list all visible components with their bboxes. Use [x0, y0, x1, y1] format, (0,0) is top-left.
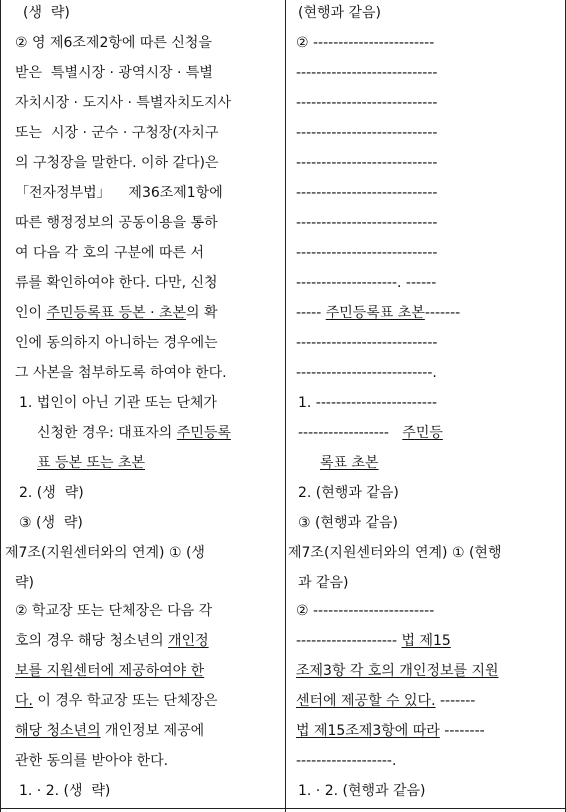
text-line [296, 662, 499, 682]
underlined-text: 주민등록표 초본 [325, 305, 425, 321]
text-segment: 관한 동의를 받아야 한다. [15, 753, 169, 769]
text-segment: ---------------------------- [296, 335, 438, 351]
text-line [19, 394, 217, 414]
text-line [296, 632, 451, 652]
text-segment: 제7조(지원센터와의 연계) ① (현행 [288, 545, 502, 561]
text-line [298, 514, 398, 534]
text-segment: 략) [15, 575, 34, 591]
text-line [296, 184, 437, 204]
text-line [15, 34, 212, 54]
text-line [15, 692, 218, 712]
text-segment: 따른 행정정보의 공동이용을 통하 [15, 215, 218, 231]
underlined-text: 표 등본 또는 초본 [37, 455, 146, 471]
text-line [296, 274, 436, 294]
text-line [296, 244, 437, 264]
text-line [296, 692, 475, 712]
text-line [296, 752, 396, 772]
text-segment: 1. · 2. (생 략) [19, 783, 111, 799]
text-segment: 호의 경우 해당 청소년의 [15, 633, 169, 649]
text-segment: 인이 [15, 305, 47, 321]
text-segment: -------- [439, 723, 485, 739]
text-segment: 받은 특별시장 · 광역시장 · 특별 [15, 65, 213, 81]
underlined-text: 개인정 [168, 633, 209, 649]
text-segment: ---------------------------. [296, 365, 437, 381]
text-line [15, 722, 204, 742]
text-segment: ---------------------------- [296, 155, 438, 171]
text-segment: --------------------. ------ [296, 275, 437, 291]
text-line [19, 484, 84, 504]
text-line [5, 544, 205, 564]
text-segment: ---------------------------- [296, 185, 438, 201]
text-line [15, 662, 204, 682]
text-segment: (현행과 같음) [298, 5, 381, 21]
text-segment: 그 사본을 첨부하도록 하여야 한다. [15, 365, 227, 381]
text-segment: -------------------. [296, 753, 397, 769]
underlined-text: 조제3항 각 호의 개인정보를 지원 [296, 663, 499, 679]
text-line [15, 64, 213, 84]
text-segment: 1. · 2. (현행과 같음) [298, 783, 426, 799]
text-line [296, 602, 434, 622]
underlined-text: 주민등록 [176, 425, 231, 441]
table-bottom-border [0, 808, 566, 809]
text-line [288, 544, 501, 564]
text-line [15, 94, 231, 114]
text-segment: (생 략) [23, 5, 70, 21]
text-line [15, 364, 227, 384]
underlined-text: 해당 청소년의 [15, 723, 101, 739]
text-line [320, 454, 379, 474]
text-line [296, 304, 460, 324]
text-segment: ② 영 제6조제2항에 따른 신청을 [15, 35, 212, 51]
text-segment: ---------------------------- [296, 95, 438, 111]
text-line [15, 184, 223, 204]
text-segment: ② ------------------------ [296, 603, 435, 619]
text-segment: -------------------- [296, 633, 402, 649]
text-line [15, 304, 218, 324]
underlined-text: 법 제15조제3항에 따라 [296, 723, 440, 739]
text-segment: 신청한 경우: 대표자의 [37, 425, 177, 441]
underlined-text: 다. [15, 693, 33, 709]
text-segment: 여 다음 각 호의 구분에 따른 서 [15, 245, 204, 261]
text-line [296, 154, 437, 174]
text-segment: 「전자정부법」 제36조제1항에 [15, 185, 223, 201]
text-line [296, 64, 437, 84]
text-line [298, 424, 443, 444]
text-line [15, 124, 218, 144]
text-line [296, 94, 437, 114]
text-line [15, 334, 218, 354]
text-segment: ---------------------------- [296, 215, 438, 231]
text-segment: ------- [424, 305, 461, 321]
text-segment: 이 경우 학교장 또는 단체장은 [32, 693, 218, 709]
text-line [296, 334, 437, 354]
text-line [15, 574, 34, 594]
underlined-text: 센터에 제공할 수 있다. [296, 693, 436, 709]
text-line [37, 424, 231, 444]
underlined-text: 법 제15 [401, 633, 451, 649]
text-line [296, 214, 437, 234]
text-line [296, 34, 434, 54]
text-line [15, 214, 218, 234]
text-line [15, 244, 204, 264]
text-segment: 인에 동의하지 아니하는 경우에는 [15, 335, 218, 351]
amended-law-column [286, 0, 566, 812]
text-line [296, 124, 437, 144]
text-line [298, 4, 381, 24]
text-segment: ------- [435, 693, 476, 709]
text-line [15, 154, 219, 174]
text-segment: ---------------------------- [296, 125, 438, 141]
text-line [298, 574, 348, 594]
text-segment: 제7조(지원센터와의 연계) ① (생 [5, 545, 205, 561]
text-segment: 2. (생 략) [19, 485, 84, 501]
text-segment: ② ------------------------ [296, 35, 435, 51]
text-segment: ---------------------------- [296, 65, 438, 81]
text-line [296, 722, 485, 742]
text-segment: 1. 법인이 아닌 기관 또는 단체가 [19, 395, 217, 411]
text-segment: ------------------ [298, 425, 403, 441]
text-segment: 의 확 [186, 305, 218, 321]
underlined-text: 주민등록표 등본 · 초본 [46, 305, 187, 321]
text-segment: ----- [296, 305, 326, 321]
text-segment: 류를 확인하여야 한다. 다만, 신청 [15, 275, 218, 291]
text-line [37, 454, 145, 474]
text-line [298, 484, 399, 504]
text-segment: 2. (현행과 같음) [298, 485, 399, 501]
text-segment: ② 학교장 또는 단체장은 다음 각 [15, 603, 213, 619]
text-line [298, 394, 437, 414]
text-line [15, 602, 212, 622]
text-line [296, 364, 437, 384]
text-segment: ③ (생 략) [19, 515, 83, 531]
text-line [19, 782, 110, 802]
text-segment: 자치시장 · 도지사 · 특별자치도지사 [15, 95, 232, 111]
text-segment: 1. ------------------------ [298, 395, 438, 411]
text-line [15, 274, 218, 294]
text-segment: 또는 시장 · 군수 · 구청장(자치구 [15, 125, 219, 141]
underlined-text: 록표 초본 [320, 455, 379, 471]
text-segment: ③ (현행과 같음) [298, 515, 398, 531]
text-line [15, 752, 168, 772]
text-line [298, 782, 426, 802]
text-line [15, 632, 209, 652]
text-line [23, 4, 70, 24]
underlined-text: 주민등 [402, 425, 443, 441]
text-segment: 과 같음) [298, 575, 349, 591]
text-segment: ---------------------------- [296, 245, 438, 261]
text-segment: 개인정보 제공에 [100, 723, 205, 739]
underlined-text: 보를 지원센터에 제공하여야 한 [15, 663, 205, 679]
text-line [19, 514, 83, 534]
text-segment: 의 구청장을 말한다. 이하 같다)은 [15, 155, 219, 171]
